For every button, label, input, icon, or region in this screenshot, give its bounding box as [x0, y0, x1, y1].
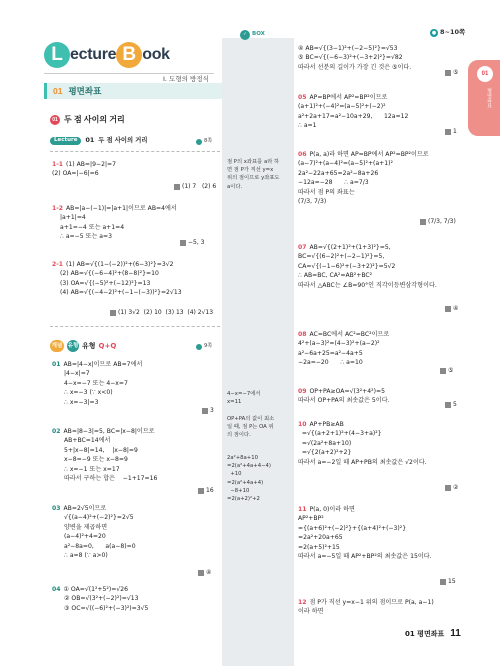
answer-icon	[445, 70, 451, 76]
lecture-tag-number: 01	[85, 137, 95, 144]
solution-line: 따라서 a=−2일 때 AP+PB의 최솟값은 √2이다.	[298, 458, 427, 466]
page-number: 11	[450, 628, 461, 639]
page-range-text: 8~10쪽	[440, 28, 466, 36]
problem-11	[298, 505, 458, 562]
answer-text: 1	[453, 128, 457, 135]
solution-line: 따라서 구하는 합은 −1+17=16	[64, 475, 158, 483]
solution-line: 따라서 a=−5일 때 AP²+BP²의 최솟값은 15이다.	[298, 553, 432, 561]
solution-line: (a−4)²+4=20	[64, 533, 106, 541]
qq-label: Q+Q	[98, 341, 117, 350]
solution-line: 따라서 점 P의 좌표는	[298, 188, 355, 196]
answer-icon	[445, 306, 451, 312]
subtopic-title: 두 점 사이의 거리	[64, 115, 125, 124]
solution-line: ∴ a=1	[298, 122, 317, 130]
side-tab-label: 평면좌표	[486, 88, 492, 108]
book-icon	[196, 344, 202, 350]
box-icon: ✓	[240, 30, 250, 40]
logo-word-2: ook	[142, 46, 170, 63]
type-badge: 유형	[67, 340, 79, 352]
subtopic-heading	[50, 114, 125, 125]
answer-01	[202, 407, 214, 416]
answer-text: 16	[206, 487, 214, 494]
solution-line: ③ OC=√((−6)²+(−3)²)=3√5	[64, 604, 149, 612]
solution-line: 이라 하면	[298, 608, 324, 616]
type-tag	[50, 340, 116, 352]
answer-icon	[110, 310, 116, 316]
problem-number: 12	[298, 599, 307, 606]
answer-1-2	[180, 239, 204, 248]
solution-line: ∴ AB=BC, CA²=AB²+BC²	[298, 272, 373, 280]
problem-number: 06	[298, 151, 307, 158]
lecture-page-text: 8쪽	[204, 138, 213, 144]
solution-line: 따라서 △ABC는 ∠B=90°인 직각이등변삼각형이다.	[298, 281, 437, 289]
solution-line: (2) OA=|−6|=6	[52, 170, 99, 178]
page-range-chip	[430, 28, 465, 37]
answer-04	[445, 69, 458, 78]
solution-line: AB+BC=14에서	[64, 437, 111, 445]
solution-line: ∴ x=−3 (∵ x<0)	[64, 389, 113, 397]
lecture-tag	[50, 136, 147, 145]
solution-line: a²+2a+17=a²−10a+29, 12a=12	[298, 112, 409, 120]
type-page-text: 9쪽	[204, 343, 213, 349]
solution-line: |4−x|=7	[64, 370, 90, 378]
answer-10	[445, 484, 458, 493]
answer-icon	[445, 402, 451, 408]
solution-line: =2(a+5)²+15	[298, 543, 340, 551]
solution-line: =2a²+20a+65	[298, 534, 343, 542]
problem-09	[298, 387, 458, 406]
answer-08	[440, 367, 453, 376]
answer-icon	[420, 219, 426, 225]
solution-line: AP²+BP²	[298, 515, 324, 523]
solution-line: −2a=−20 ∴ a=10	[298, 359, 363, 367]
answer-2-1	[110, 309, 213, 318]
answer-text: (1) 3√2 (2) 10 (3) 13 (4) 2√13	[118, 309, 214, 316]
solution-line: a²−6a+25=a²−4a+5	[298, 349, 363, 357]
type-page-ref	[196, 343, 212, 351]
problem-04	[52, 585, 217, 613]
answer-05	[445, 128, 457, 137]
problem-03	[52, 504, 217, 561]
solution-line: AP+PB≥AB	[309, 421, 344, 428]
solution-line: x−8=−9 또는 x−8=9	[64, 456, 128, 464]
solution-line: 4−x=−7 또는 4−x=7	[64, 379, 128, 387]
answer-text: ④	[206, 569, 212, 576]
problem-07	[298, 243, 458, 290]
lecture-book-logo	[44, 40, 170, 70]
problem-05	[298, 93, 458, 131]
answer-text: ②	[453, 484, 459, 491]
answer-1-1	[174, 183, 216, 192]
problem-08	[298, 330, 458, 368]
problem-12	[298, 598, 458, 617]
solution-line: ∴ a=8 (∵ a>0)	[64, 552, 108, 560]
solution-line: AB=|8−3|=5, BC=|x−8|이므로	[63, 428, 155, 435]
solution-line: 따라서 OP+PA의 최솟값은 5이다.	[298, 397, 390, 405]
note-4: 2a²+8a+10 =2(a²+4a+4−4) +10 =2(a²+4a+4) −8+10 =2(a+2)²+2	[227, 455, 271, 503]
solution-line: 2a²−22a+65=2a²−8a+26	[298, 169, 379, 177]
solution-line: CA=√{(−1−6)²+(−3+2)²}=5√2	[298, 262, 396, 270]
solution-line: P(a, a)라 하면 AP=BP에서 AP²=BP²이므로	[309, 151, 429, 158]
answer-text: 5	[453, 401, 457, 408]
problem-number: 1-1	[52, 161, 64, 168]
bookmark-icon: ●	[431, 29, 437, 36]
solution-line: (4) AB=√{(−4−2)²+(−1−(−3))²}=2√13	[60, 289, 182, 297]
logo-l-circle: L	[44, 42, 70, 68]
solution-line: ∴ x=−3|=3	[64, 398, 99, 406]
box-label: BOX	[252, 31, 265, 38]
solution-line: ∴ a=−5 또는 a=3	[60, 233, 113, 241]
solution-line: |a+1|=4	[60, 214, 86, 222]
answer-text: ⑤	[448, 367, 454, 374]
problem-number: 1-2	[52, 205, 64, 212]
problem-number: 11	[298, 506, 307, 513]
problem-number: 10	[298, 421, 307, 428]
divider	[50, 326, 220, 327]
lecture-pill: Lecture	[50, 137, 81, 145]
solution-line: (1) AB=|9−2|=7	[66, 161, 116, 168]
answer-icon	[198, 488, 204, 494]
problem-number: 2-1	[52, 261, 64, 268]
problem-1-1	[52, 160, 217, 179]
solution-line: 양변을 제곱하면	[64, 523, 108, 531]
solution-line: AB=|4−x|이므로 AB=7에서	[63, 361, 143, 368]
solution-line: ② OB=√(3²+(−2)²)=√13	[64, 595, 139, 603]
answer-text: 3	[210, 407, 214, 414]
answer-06	[420, 218, 456, 227]
answer-text: −5, 3	[188, 239, 205, 246]
concept-badge: 개념	[50, 340, 64, 352]
problem-04-cont	[298, 44, 458, 72]
answer-02	[198, 487, 214, 496]
chapter-heading	[44, 83, 222, 99]
chapter-title: 평면좌표	[68, 86, 102, 96]
solution-line: AP=BP에서 AP²=BP²이므로	[309, 94, 388, 101]
problem-number: 04	[52, 586, 61, 593]
solution-line: BC=√{(6−2)²+(−2−1)²}=5,	[298, 253, 385, 261]
note-2: 4−x=−7에서 x=11	[227, 391, 261, 406]
problem-number: 08	[298, 331, 307, 338]
problem-number: 02	[52, 428, 61, 435]
solution-line: 따라서 선분의 길이가 가장 긴 것은 ⑤이다.	[298, 63, 412, 71]
solution-line: 점 P가 직선 y=x−1 위의 점이므로 P(a, a−1)	[309, 599, 434, 606]
logo-word-1: ecture	[70, 46, 117, 63]
solution-line: OP+PA≥OA=√(3²+4²)=5	[309, 388, 385, 395]
box-chip	[240, 30, 265, 40]
type-label: 유형	[82, 341, 96, 350]
solution-line: (a+1)²+(−4)²=(a−5)²+(−2)²	[298, 103, 386, 111]
answer-text: (1) 7 (2) 6	[182, 183, 217, 190]
notes-column	[222, 38, 294, 666]
solution-line: AB=√{(2+1)²+(1+3)²}=5,	[309, 244, 391, 251]
answer-text: ④	[453, 305, 459, 312]
answer-icon	[202, 408, 208, 414]
side-tab-number: 01	[477, 66, 493, 82]
solution-line: ① OA=√(1²+5²)=√26	[63, 586, 128, 593]
problem-number: 07	[298, 244, 307, 251]
solution-line: =√{(a+2+1)²+(4−3+a)²}	[298, 430, 382, 438]
solution-line: √{(a−4)²+(−2)²}=2√5	[64, 514, 134, 522]
answer-07	[445, 305, 458, 314]
solution-line: ∴ x=−1 또는 x=17	[64, 465, 120, 473]
solution-line: a+1=−4 또는 a+1=4	[60, 223, 125, 231]
solution-line: P(a, 0)이라 하면	[309, 506, 355, 513]
solution-line: 4²+(a−3)²=(4−3)²+(a−2)²	[298, 340, 380, 348]
divider	[50, 151, 220, 152]
answer-icon	[198, 570, 204, 576]
solution-line: (a−7)²+(a−4)²=(a−5)²+(a+1)²	[298, 160, 393, 168]
answer-03	[198, 569, 211, 578]
solution-line: =√(2a²+8a+10)	[298, 439, 352, 447]
problem-number: 05	[298, 94, 307, 101]
solution-line: a²−8a=0, a(a−8)=0	[64, 542, 136, 550]
solution-line: (1) AB=√{(1−(−2))²+(6−3)²}=3√2	[66, 261, 174, 268]
logo-b-circle: B	[116, 42, 142, 68]
solution-line: =√{2(a+2)²+2}	[298, 449, 352, 457]
solution-line: (2) AB=√{(−6−4)²+(8−8)²}=10	[60, 270, 159, 278]
problem-number: 09	[298, 388, 307, 395]
problem-1-2	[52, 204, 217, 242]
answer-text: (7/3, 7/3)	[428, 218, 456, 225]
problem-01	[52, 360, 217, 407]
section-reference: Ⅰ. 도형의 방정식	[163, 75, 209, 83]
solution-line: ={(a+6)²+(−2)²}+{(a+4)²+(−3)²}	[298, 524, 407, 532]
answer-text: ⑤	[453, 69, 459, 76]
chapter-number: 01	[53, 86, 63, 96]
answer-icon	[445, 129, 451, 135]
lecture-tag-label: 두 점 사이의 거리	[98, 137, 148, 144]
problem-number: 01	[52, 361, 61, 368]
solution-line: −12a=−28 ∴ a=7/3	[298, 179, 369, 187]
solution-line: (3) OA=√{(−5)²+(−12)²}=13	[60, 279, 151, 287]
answer-icon	[174, 184, 180, 190]
solution-line: AB=2√5이므로	[63, 505, 107, 512]
solution-line: ⑤ BC=√{(−6−3)²+(−3+2)²}=√82	[298, 54, 403, 62]
subtopic-number: 01	[50, 115, 60, 125]
solution-line: 5+|x−8|=14, |x−8|=9	[64, 446, 138, 454]
note-1: 점 P의 x좌표를 a라 하 면 점 P가 직선 y=x 위의 점이므로 y좌표도 a이다.	[227, 159, 280, 190]
note-3: OP+PA의 값이 최소 일 때, 점 P는 OA 위 의 점이다.	[227, 416, 275, 439]
problem-2-1	[52, 260, 217, 298]
problem-02	[52, 427, 217, 484]
book-icon	[196, 139, 202, 145]
problem-number: 03	[52, 505, 61, 512]
answer-icon	[445, 485, 451, 491]
header-divider	[44, 73, 214, 74]
footer-section: 01 평면좌표	[405, 630, 445, 638]
lecture-page-ref	[196, 138, 212, 146]
solution-line: AC=BC에서 AC²=BC²이므로	[309, 331, 390, 338]
chapter-side-tab[interactable]	[468, 60, 500, 136]
answer-icon	[440, 368, 446, 374]
solution-line: ④ AB=√{(3−1)²+(−2−5)²}=√53	[298, 45, 398, 52]
solution-line: AB=|a−(−1)|=|a+1|이므로 AB=4에서	[66, 205, 177, 212]
answer-text: 15	[448, 578, 456, 585]
answer-11	[440, 578, 456, 587]
answer-09	[445, 401, 457, 410]
answer-icon	[440, 579, 446, 585]
problem-10	[298, 420, 458, 467]
solution-line: (7/3, 7/3)	[298, 198, 327, 206]
page-footer	[405, 628, 461, 639]
answer-icon	[180, 240, 186, 246]
problem-06	[298, 150, 458, 207]
